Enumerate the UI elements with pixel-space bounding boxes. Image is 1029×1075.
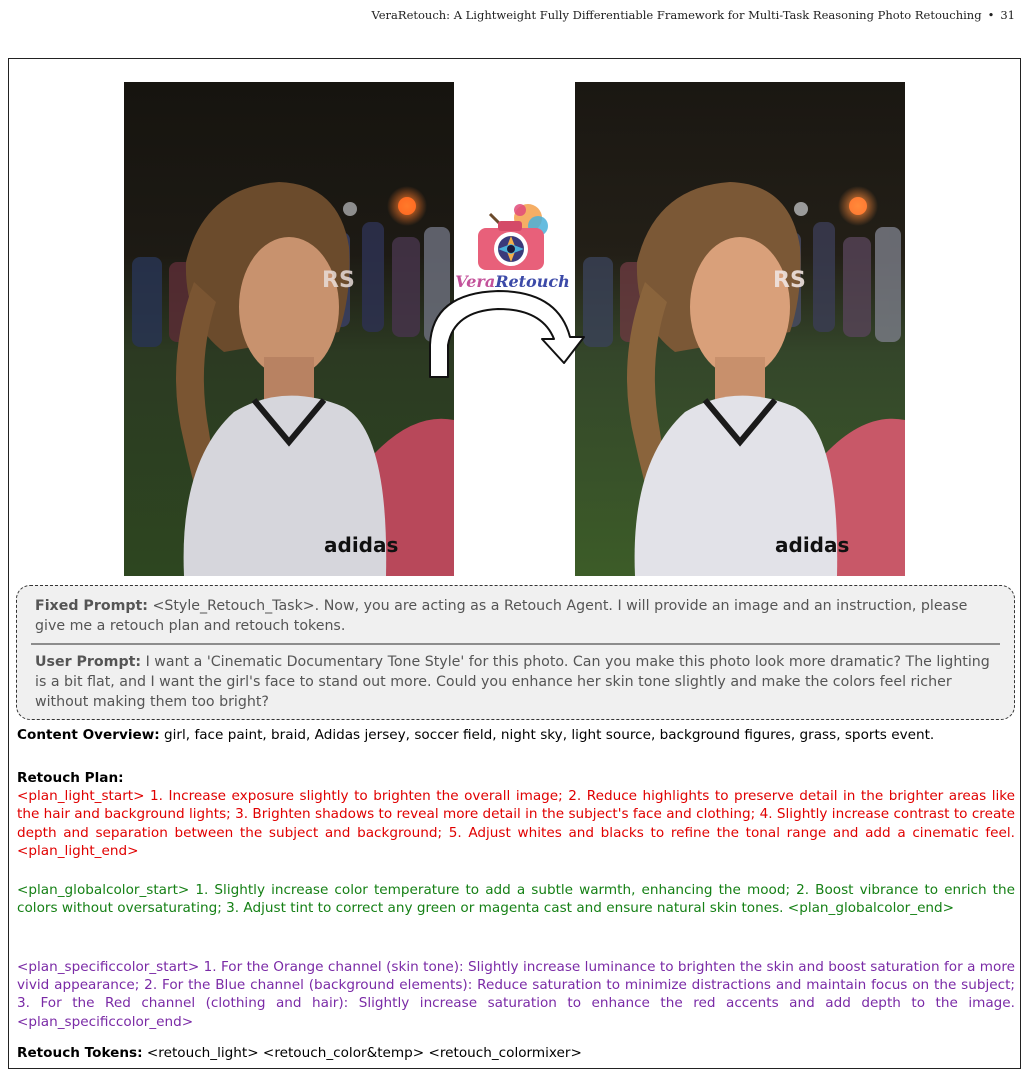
logo-text-vera: Vera bbox=[455, 272, 496, 291]
running-head bbox=[372, 8, 1016, 22]
original-photo bbox=[124, 82, 454, 576]
retouch-tokens-label: Retouch Tokens: bbox=[17, 1045, 143, 1061]
prompt-box bbox=[16, 585, 1015, 720]
prompt-divider bbox=[31, 643, 1000, 645]
page-number: 31 bbox=[1000, 8, 1015, 22]
retouch-plan-label: Retouch Plan: bbox=[17, 770, 124, 786]
retouch-tokens bbox=[17, 1044, 1015, 1062]
user-prompt-label: User Prompt: bbox=[35, 654, 142, 670]
content-overview-text: girl, face paint, braid, Adidas jersey, soccer field, night sky, light source, background figures, grass, sports event. bbox=[159, 727, 935, 743]
retouch-plan bbox=[17, 769, 1015, 860]
face-paint-right: RS bbox=[773, 268, 806, 293]
user-prompt bbox=[35, 652, 996, 712]
logo-text-retouch: Retouch bbox=[495, 272, 570, 291]
fixed-prompt-text: <Style_Retouch_Task>. Now, you are acting as a Retouch Agent. I will provide an image and an instruction, please give me a retouch plan and retouch tokens. bbox=[35, 598, 968, 634]
fixed-prompt bbox=[35, 596, 996, 636]
plan-specificcolor: <plan_specificcolor_start> 1. For the Orange channel (skin tone): Slightly increase luminance to brighten the skin and boost saturation for a more vivid appearance; 2. For the Blue channel (background elements): Reduce saturation to minimize distractions and maintain focus on the subject; 3. For the Red channel (clothing and hair): Slightly increase saturation to enhance the red accents and add depth to the image. <plan_specificcolor_end> bbox=[17, 959, 1015, 1030]
curved-arrow-icon bbox=[418, 285, 618, 395]
veraretouch-logo bbox=[450, 196, 575, 296]
fixed-prompt-label: Fixed Prompt: bbox=[35, 598, 148, 614]
running-head-separator: • bbox=[987, 8, 995, 22]
user-prompt-text: I want a 'Cinematic Documentary Tone Style' for this photo. Can you make this photo look more dramatic? The lighting is a bit flat, and I want the girl's face to stand out more. Could you enhance her skin tone slightly and make the colors feel richer without making them too bright? bbox=[35, 654, 990, 710]
jersey-text-left: adidas bbox=[324, 533, 399, 557]
retouched-photo bbox=[575, 82, 905, 576]
plan-globalcolor: <plan_globalcolor_start> 1. Slightly increase color temperature to add a subtle warmth, enhancing the mood; 2. Boost vibrance to enrich the colors without oversaturating; 3. Adjust tint to correct any green or magenta cast and ensure natural skin tones. <plan_globalcolor_end> bbox=[17, 882, 1015, 917]
jersey-text-right: adidas bbox=[775, 533, 850, 557]
retouch-tokens-text: <retouch_light> <retouch_color&temp> <retouch_colormixer> bbox=[142, 1045, 582, 1061]
face-paint-left: RS bbox=[322, 268, 355, 293]
content-overview bbox=[17, 726, 1015, 744]
camera-icon bbox=[450, 196, 575, 274]
plan-light: <plan_light_start> 1. Increase exposure slightly to brighten the overall image; 2. Reduce highlights to preserve detail in the brighter areas like the hair and background lights; 3. Brighten shadows to reveal more detail in the subject's face and clothing; 4. Slightly increase contrast to create depth and separation between the subject and background; 5. Adjust whites and blacks to refine the tonal range and add a cinematic feel. <plan_light_end> bbox=[17, 788, 1015, 859]
content-overview-label: Content Overview: bbox=[17, 727, 160, 743]
running-head-title: VeraRetouch: A Lightweight Fully Differentiable Framework for Multi-Task Reasoning Photo Retouching bbox=[371, 8, 982, 22]
